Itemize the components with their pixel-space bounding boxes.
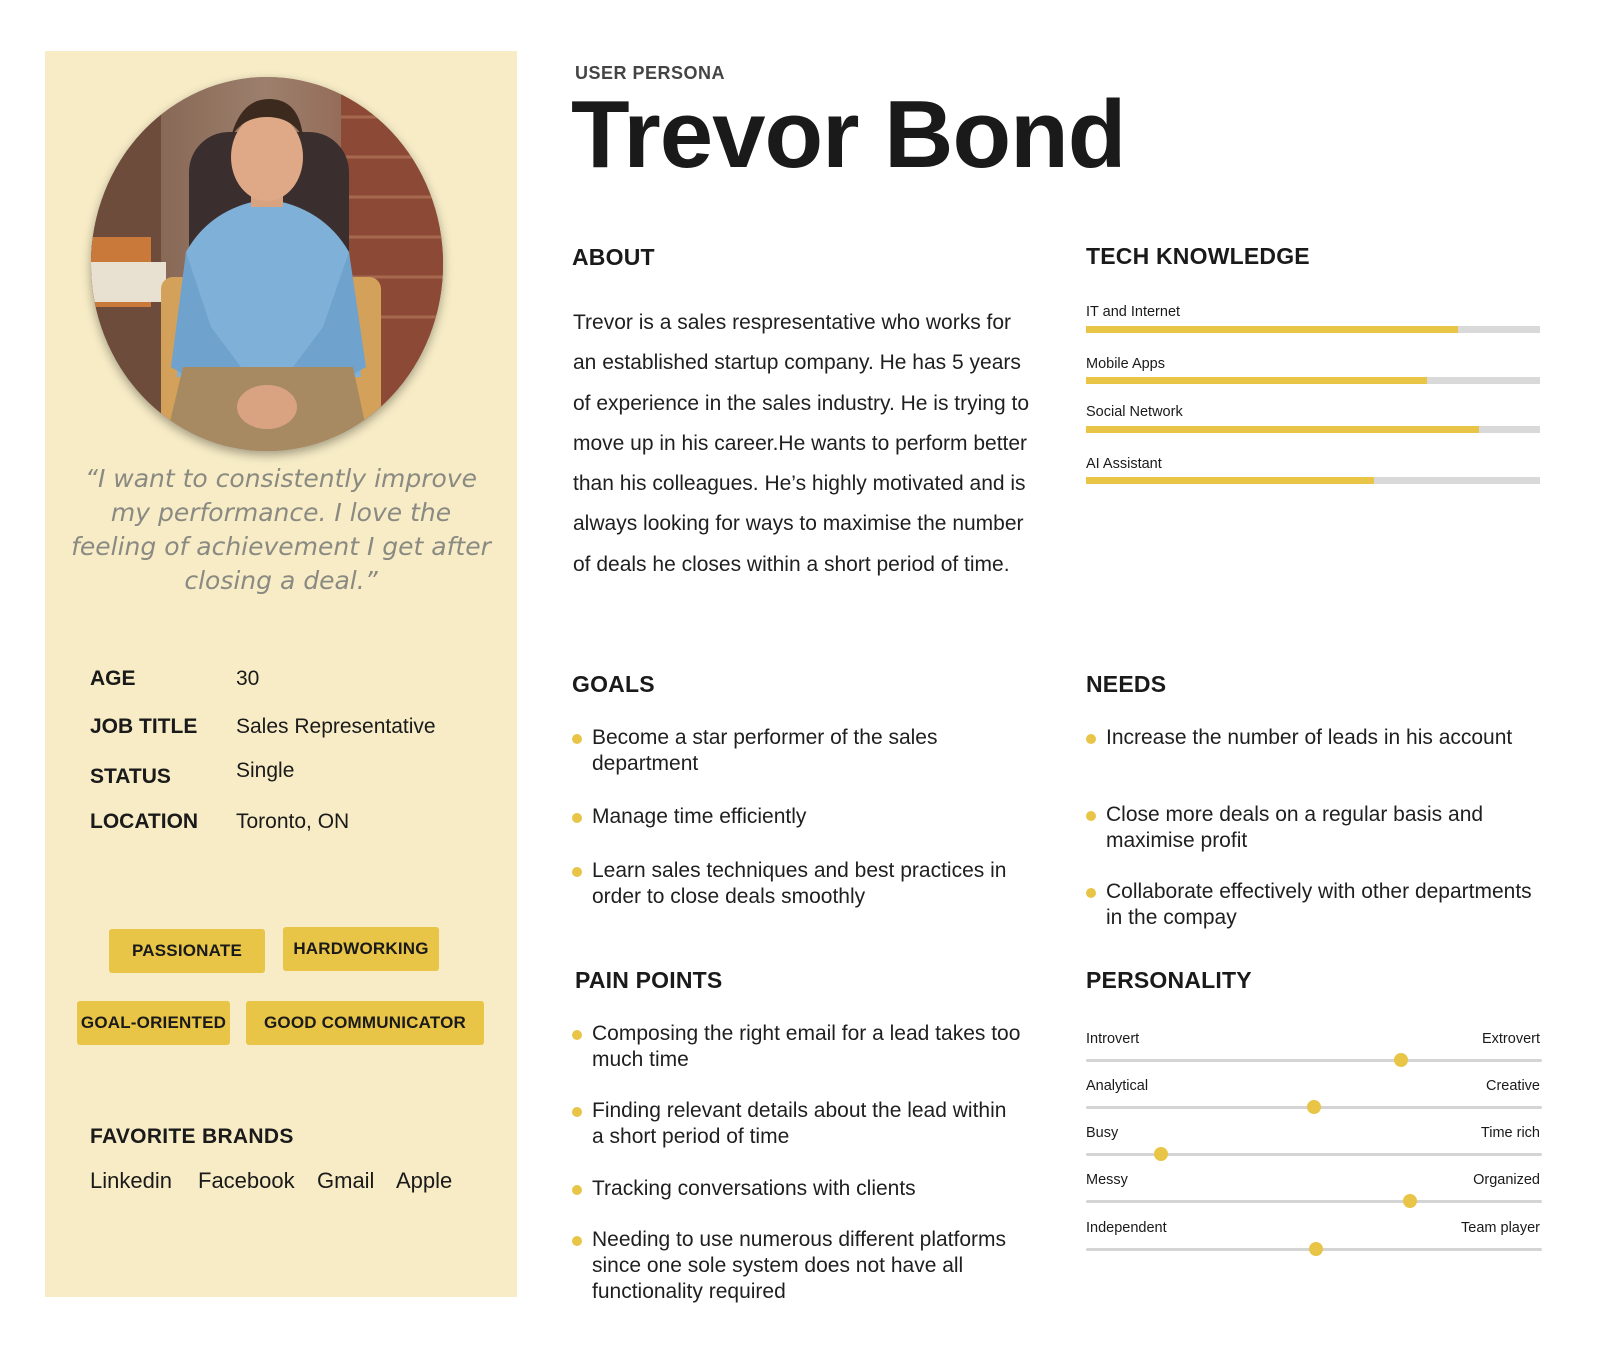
trait-tag: GOAL-ORIENTED — [77, 1001, 230, 1045]
bullet-dot-icon — [572, 867, 582, 877]
personality-scale — [1086, 1125, 1542, 1165]
scale-knob — [1403, 1194, 1417, 1208]
scale-track — [1086, 1059, 1542, 1062]
fact-value: Sales Representative — [236, 715, 436, 738]
bullet-dot-icon — [572, 1185, 582, 1195]
tech-label: IT and Internet — [1086, 304, 1181, 320]
fact-label: JOB TITLE — [90, 715, 198, 738]
scale-right-label: Organized — [1473, 1172, 1540, 1188]
scale-knob — [1394, 1053, 1408, 1067]
persona-name: Trevor Bond — [571, 81, 1126, 188]
fact-location — [90, 810, 490, 840]
tech-bar-fill — [1086, 477, 1374, 484]
bullet-dot-icon — [572, 734, 582, 744]
fact-label: STATUS — [90, 765, 171, 788]
tech-bar-fill — [1086, 426, 1479, 433]
needs-title: NEEDS — [1086, 671, 1167, 697]
scale-left-label: Introvert — [1086, 1031, 1140, 1047]
brand-item: Linkedin — [90, 1168, 172, 1193]
scale-knob — [1307, 1100, 1321, 1114]
list-item: Close more deals on a regular basis and maximise profit — [1086, 802, 1536, 854]
brand-item: Facebook — [198, 1168, 295, 1193]
trait-tag: GOOD COMMUNICATOR — [246, 1001, 484, 1045]
list-item: Manage time efficiently — [572, 804, 1022, 830]
scale-track — [1086, 1200, 1542, 1203]
list-item: Tracking conversations with clients — [572, 1176, 1022, 1202]
fact-value: Single — [236, 759, 295, 782]
list-item: Increase the number of leads in his account — [1086, 725, 1536, 751]
list-item: Composing the right email for a lead takes too much time — [572, 1021, 1022, 1073]
tech-label: AI Assistant — [1086, 456, 1162, 472]
personality-scale — [1086, 1172, 1542, 1212]
tech-title: TECH KNOWLEDGE — [1086, 243, 1310, 269]
persona-quote: “I want to consistently improve my performance. I love the feeling of achievement I get after closing a deal.” — [71, 464, 491, 595]
scale-left-label: Analytical — [1086, 1078, 1149, 1094]
persona-eyebrow: USER PERSONA — [575, 63, 726, 83]
fact-status — [90, 759, 490, 793]
trait-tag: HARDWORKING — [283, 927, 439, 971]
bullet-dot-icon — [1086, 811, 1096, 821]
personality-scale — [1086, 1078, 1542, 1118]
personality-scale — [1086, 1220, 1542, 1260]
fact-job-title — [90, 715, 490, 745]
scale-right-label: Extrovert — [1481, 1031, 1540, 1047]
scale-left-label: Busy — [1086, 1125, 1119, 1141]
tech-bar — [1086, 326, 1540, 333]
bullet-dot-icon — [572, 813, 582, 823]
fact-value: 30 — [236, 667, 260, 690]
personality-title: PERSONALITY — [1086, 967, 1252, 993]
scale-left-label: Independent — [1086, 1220, 1167, 1236]
avatar-photo — [91, 77, 443, 451]
personality-scale — [1086, 1031, 1542, 1071]
fact-label: LOCATION — [90, 810, 199, 833]
fact-label: AGE — [90, 667, 136, 690]
list-item: Learn sales techniques and best practices in order to close deals smoothly — [572, 858, 1022, 910]
bullet-dot-icon — [572, 1107, 582, 1117]
bullet-dot-icon — [572, 1236, 582, 1246]
tech-label: Mobile Apps — [1086, 356, 1165, 372]
pain-points-title: PAIN POINTS — [575, 967, 723, 993]
tech-label: Social Network — [1086, 404, 1183, 420]
list-item: Finding relevant details about the lead within a short period of time — [572, 1098, 1022, 1150]
brand-item: Apple — [396, 1168, 453, 1193]
tech-bar-fill — [1086, 326, 1458, 333]
brands-title: FAVORITE BRANDS — [90, 1125, 294, 1148]
about-title: ABOUT — [572, 244, 655, 270]
fact-value: Toronto, ON — [236, 810, 350, 833]
trait-tag: PASSIONATE — [109, 929, 265, 973]
scale-knob — [1154, 1147, 1168, 1161]
scale-knob — [1309, 1242, 1323, 1256]
avatar — [91, 77, 443, 451]
tech-bar — [1086, 426, 1540, 433]
tech-bar-fill — [1086, 377, 1427, 384]
tech-bar — [1086, 377, 1540, 384]
list-item: Collaborate effectively with other departments in the compay — [1086, 879, 1536, 931]
bullet-dot-icon — [1086, 734, 1096, 744]
scale-right-label: Creative — [1486, 1078, 1540, 1094]
fact-age — [90, 667, 490, 697]
list-item: Become a star performer of the sales department — [572, 725, 1022, 777]
bullet-dot-icon — [572, 1030, 582, 1040]
brand-item: Gmail — [317, 1168, 375, 1193]
goals-title: GOALS — [572, 671, 655, 697]
bullet-dot-icon — [1086, 888, 1096, 898]
profile-panel — [45, 51, 517, 1297]
about-text: Trevor is a sales respresentative who works for an established startup company. He has 5 years of experience in the sales industry. He is trying to move up in his career.He wants to perform better than his colleagues. He’s highly motivated and is always looking for ways to maximise the number of deals he closes within a short period of time. — [573, 311, 1030, 576]
scale-right-label: Team player — [1461, 1220, 1540, 1236]
list-item: Needing to use numerous different platforms since one sole system does not have all functionality required — [572, 1227, 1022, 1305]
scale-left-label: Messy — [1086, 1172, 1128, 1188]
scale-right-label: Time rich — [1480, 1125, 1540, 1141]
tech-bar — [1086, 477, 1540, 484]
